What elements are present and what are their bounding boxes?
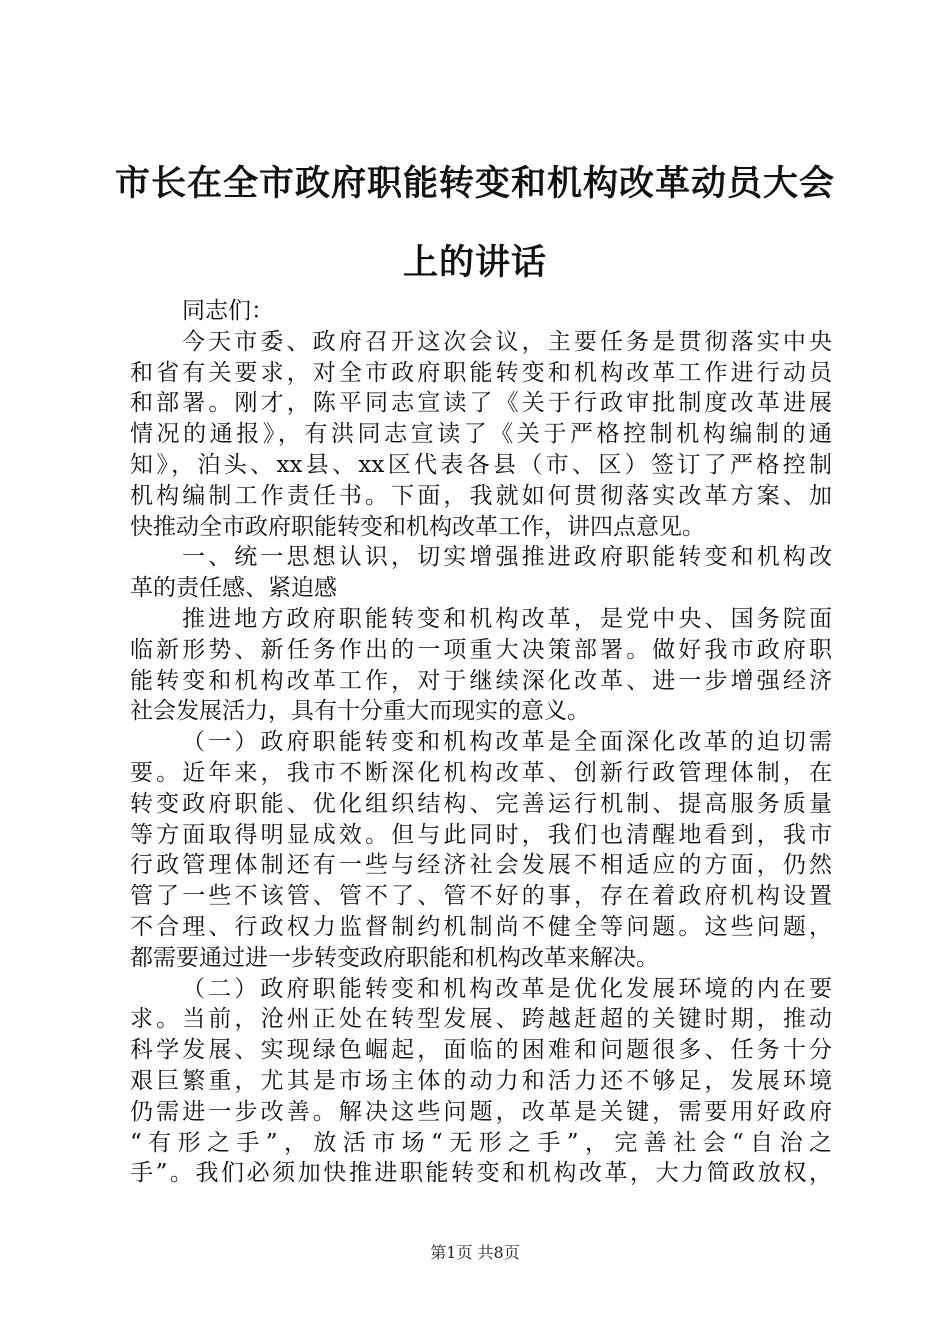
body-text-line: 仍需进一步改善。解决这些问题，改革是关键，需要用好政府 [130,1098,832,1125]
body-text-line: 革的责任感、紧迫感 [130,575,337,602]
body-text-line: 要。近年来，我市不断深化机构改革、创新行政管理体制，在 [130,759,832,786]
body-text-line: 机构编制工作责任书。下面，我就如何贯彻落实改革方案、加 [130,482,832,509]
body-text-line: 手”。我们必须加快推进职能转变和机构改革，大力简政放权， [130,1160,832,1187]
body-text-line: 管了一些不该管、管不了、管不好的事，存在着政府机构设置 [130,883,832,910]
body-text-line: 求。当前，沧州正处在转型发展、跨越赶超的关键时期，推动 [130,1006,832,1033]
body-text-line: 行政管理体制还有一些与经济社会发展不相适应的方面，仍然 [130,852,832,879]
body-text-line: 社会发展活力，具有十分重大而现实的意义。 [130,698,590,725]
body-text-line: 艰巨繁重，尤其是市场主体的动力和活力还不够足，发展环境 [130,1067,832,1094]
body-text-line: “有形之手”，放活市场“无形之手”，完善社会“自治之 [130,1129,832,1156]
body-text-line: 临新形势、新任务作出的一项重大决策部署。做好我市政府职 [130,636,832,663]
body-text-line: 转变政府职能、优化组织结构、完善运行机制、提高服务质量 [130,790,832,817]
body-text-line: 和省有关要求，对全市政府职能转变和机构改革工作进行动员 [130,359,832,386]
body-text-line: 科学发展、实现绿色崛起，面临的困难和问题很多、任务十分 [130,1037,832,1064]
body-text-line: 和部署。刚才，陈平同志宣读了《关于行政审批制度改革进展 [130,390,832,417]
body-text-line: 等方面取得明显成效。但与此同时，我们也清醒地看到，我市 [130,821,832,848]
body-text-line: 情况的通报》，有洪同志宣读了《关于严格控制机构编制的通 [130,421,832,448]
body-text-line: 同志们： [182,298,274,324]
document-body [130,296,832,1189]
body-text-line: 能转变和机构改革工作，对于继续深化改革、进一步增强经济 [130,667,832,694]
page-number-footer: 第1页 共8页 [430,1243,520,1262]
body-text-line: 不合理、行政权力监督制约机制尚不健全等问题。这些问题， [130,913,832,940]
body-text-line: 都需要通过进一步转变政府职能和机构改革来解决。 [130,944,659,971]
document-title-line-1: 市长在全市政府职能转变和机构改革动员大会 [114,163,835,204]
body-text-line: 快推动全市政府职能转变和机构改革工作，讲四点意见。 [130,513,705,540]
body-text-line: 一、统一思想认识，切实增强推进政府职能转变和机构改 [182,544,832,571]
body-text-line: （二）政府职能转变和机构改革是优化发展环境的内在要 [182,975,832,1002]
body-text-line: （一）政府职能转变和机构改革是全面深化改革的迫切需 [182,729,832,756]
body-text-line: 今天市委、政府召开这次会议，主要任务是贯彻落实中央 [182,328,832,355]
body-text-line: 知》，泊头、xx县、xx区代表各县（市、区）签订了严格控制 [130,451,832,478]
document-title-line-2: 上的讲话 [402,242,547,283]
body-text-line: 推进地方政府职能转变和机构改革，是党中央、国务院面 [182,605,832,632]
